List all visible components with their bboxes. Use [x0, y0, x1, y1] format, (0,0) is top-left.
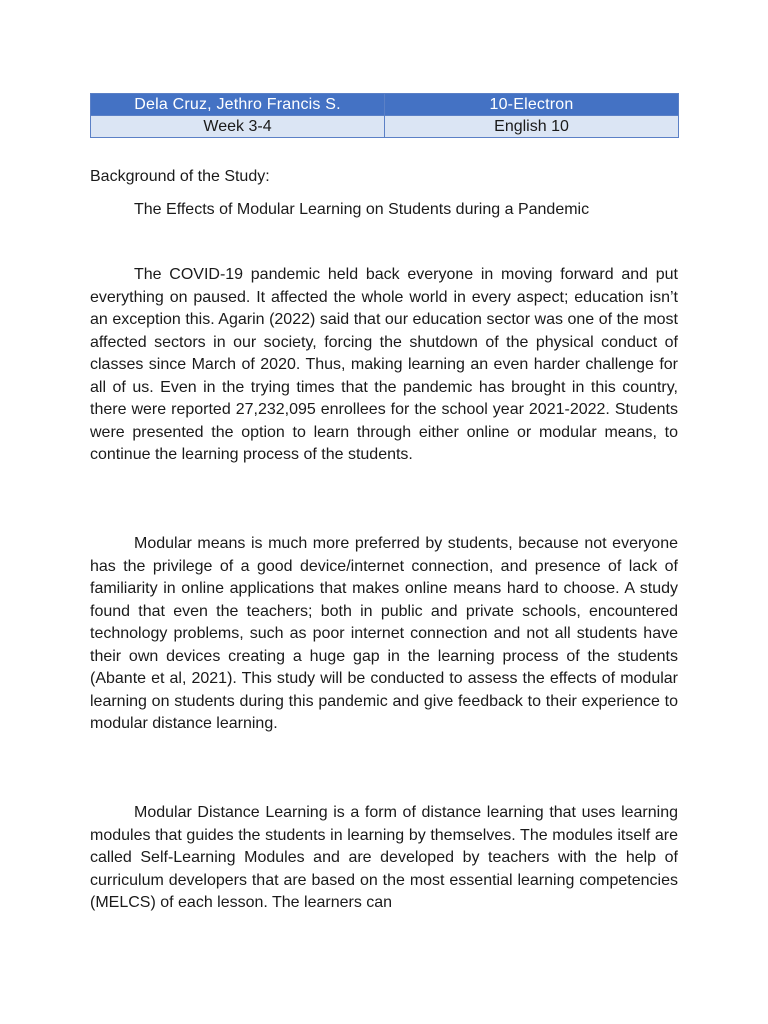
- student-info-row-bottom: [91, 116, 679, 138]
- week-cell: Week 3-4: [91, 116, 385, 138]
- student-info-table: [90, 93, 679, 138]
- student-info-row-top: [91, 94, 679, 116]
- subject-cell: English 10: [385, 116, 679, 138]
- paragraph-2: Modular means is much more preferred by students, because not everyone has the privilege of a good device/internet connection, and presence of lack of familiarity in online applications that makes online means hard to choose. A study found that even the teachers; both in public and private schools, encountered technology problems, such as poor internet connection and not all students have their own devices creating a huge gap in the learning process of the students (Abante et al, 2021). This study will be conducted to assess the effects of modular learning on students during this pandemic and give feedback to their experience to modular distance learning.: [90, 535, 678, 732]
- study-title: The Effects of Modular Learning on Students during a Pandemic: [134, 201, 590, 218]
- paragraph-3: Modular Distance Learning is a form of distance learning that uses learning modules that guides the students in learning by themselves. The modules itself are called Self-Learning Modules and are developed by teachers with the help of curriculum developers that are based on the most essential learning competencies (MELCS) of each lesson. The learners can: [90, 804, 678, 911]
- student-section-cell: 10-Electron: [385, 94, 679, 116]
- paragraph-1: The COVID-19 pandemic held back everyone in moving forward and put everything on paused. It affected the whole world in every aspect; education isn’t an exception this. Agarin (2022) said that our education sector was one of the most affected sectors in our society, forcing the shutdown of the physical conduct of classes since March of 2020. Thus, making learning an even harder challenge for all of us. Even in the trying times that the pandemic has brought in this country, there were reported 27,232,095 enrollees for the school year 2021-2022. Students were presented the option to learn through either online or modular means, to continue the learning process of the students.: [90, 266, 678, 463]
- section-heading: Background of the Study:: [90, 168, 270, 185]
- student-name-cell: Dela Cruz, Jethro Francis S.: [91, 94, 385, 116]
